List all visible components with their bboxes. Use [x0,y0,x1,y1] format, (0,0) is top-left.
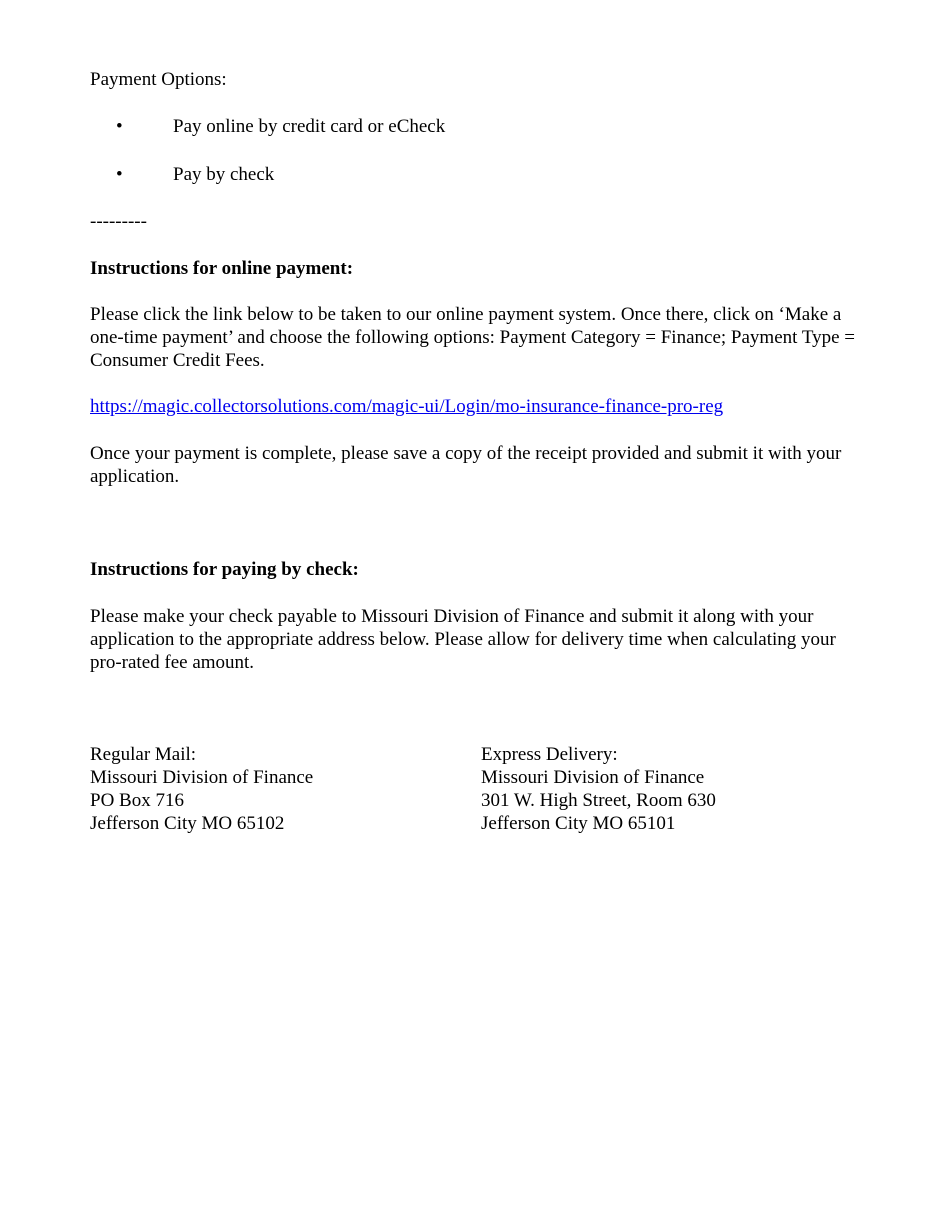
express-delivery-line: Jefferson City MO 65101 [481,813,676,834]
payment-option-item [90,163,860,186]
payment-option-item [90,115,860,138]
express-delivery-line: 301 W. High Street, Room 630 [481,790,716,811]
payment-options-label: Payment Options: [90,69,227,90]
regular-mail-line: Jefferson City MO 65102 [90,813,285,834]
express-delivery-address [481,743,841,835]
regular-mail-line: Missouri Division of Finance [90,767,314,788]
payment-option-check-text: Pay by check [173,164,275,185]
online-payment-link[interactable]: https://magic.collectorsolutions.com/magic-ui/Login/mo-insurance-finance-pro-reg [90,396,724,417]
separator-line: --------- [90,211,147,232]
regular-mail-line: PO Box 716 [90,790,184,811]
regular-mail-address [90,743,450,835]
online-payment-heading: Instructions for online payment: [90,258,354,279]
regular-mail-label: Regular Mail: [90,744,197,765]
online-payment-link-paragraph [90,395,860,418]
bullet-icon: • [116,164,123,185]
payment-option-online-text: Pay online by credit card or eCheck [173,116,446,137]
online-payment-instructions: Please click the link below to be taken to our online payment system. Once there, click on ‘Make a one-time payment’ and choose the following options: Payment Category = Finance; Payment Type = Consumer Credit Fees. [90,304,855,371]
express-delivery-line: Missouri Division of Finance [481,767,705,788]
bullet-icon: • [116,116,123,137]
check-payment-instructions: Please make your check payable to Missouri Division of Finance and submit it along with your application to the appropriate address below. Please allow for delivery time when calculating your pro-rated fee amount. [90,606,836,673]
online-payment-receipt-note: Once your payment is complete, please save a copy of the receipt provided and submit it with your application. [90,443,842,487]
express-delivery-label: Express Delivery: [481,744,618,765]
check-payment-heading: Instructions for paying by check: [90,559,359,580]
